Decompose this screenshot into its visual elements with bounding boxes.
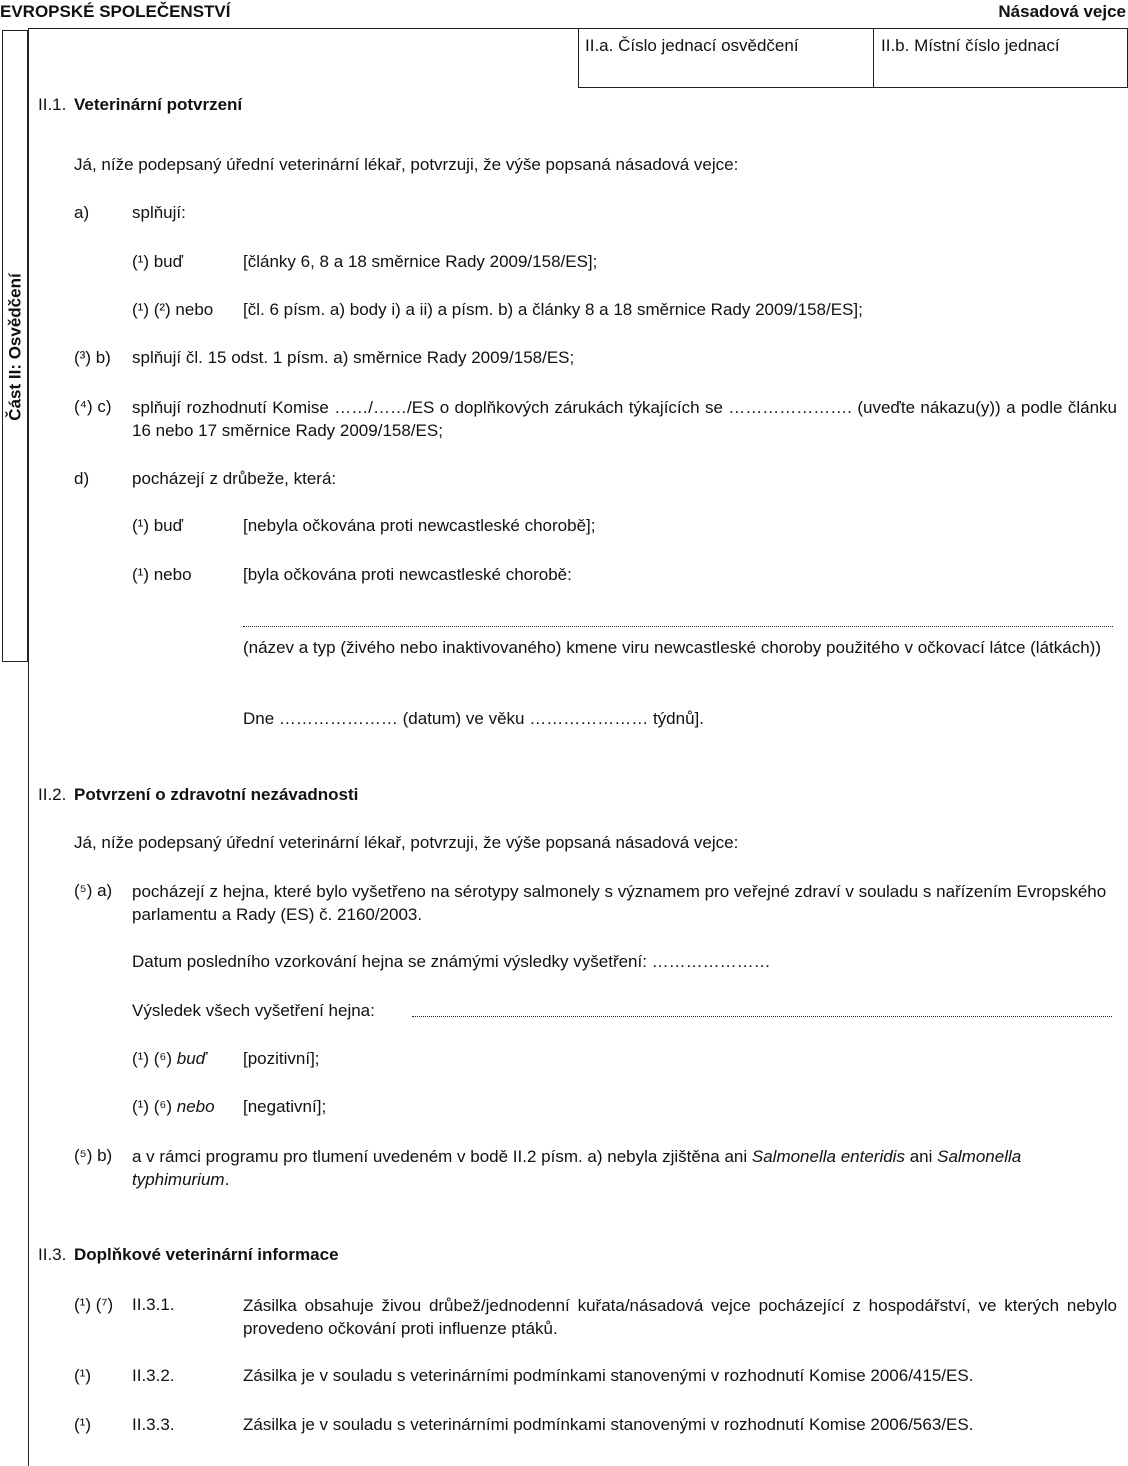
ref-box-bottom [578, 87, 1128, 88]
item-d-label: d) [74, 469, 90, 488]
ref-a-label: II.a. Číslo jednací osvědčení [585, 36, 799, 55]
vaccination-date-line: Dne ………………… (datum) ve věku ………………… týdnů]. [243, 709, 704, 728]
s3-item-3-label: (¹) [74, 1415, 91, 1434]
ref-box-divider [873, 28, 874, 88]
side-label: Část II: Osvědčení [6, 273, 26, 421]
item-c-text: splňují rozhodnutí Komise ……/……/ES o doplňkových zárukách týkajících se …………………. (uveďte nákazu(y)) a podle článku 16 nebo 17 směrnice Rady 2009/158/ES; [132, 398, 1117, 440]
s2-item-b-text: a v rámci programu pro tlumení uvedeném v bodě II.2 písm. a) nebyla zjištěna ani Salmonella enteridis ani Salmonella typhimurium. [132, 1147, 1022, 1189]
result-positive-text: [pozitivní]; [243, 1049, 320, 1068]
section-1-intro: Já, níže podepsaný úřední veterinární lékař, potvrzuji, že výše popsaná násadová vejce: [74, 155, 739, 174]
item-a-text: splňují: [132, 203, 186, 222]
item-d2-text: [byla očkována proti newcastleské chorobě: [243, 565, 572, 584]
vaccine-strain-note: (název a typ (živého nebo inaktivovaného) kmene viru newcastleské choroby použitého v očkovací látce (látkách)) [243, 638, 1101, 657]
section-1-number: II.1. [38, 95, 67, 114]
section-3-title: Doplňkové veterinární informace [74, 1245, 339, 1264]
item-d2-label: (¹) nebo [132, 565, 192, 584]
s3-item-2-text: Zásilka je v souladu s veterinárními podmínkami stanovenými v rozhodnutí Komise 2006/415/ES. [243, 1366, 974, 1385]
s3-item-3-text: Zásilka je v souladu s veterinárními podmínkami stanovenými v rozhodnutí Komise 2006/563/ES. [243, 1415, 974, 1434]
section-2-intro: Já, níže podepsaný úřední veterinární lékař, potvrzuji, že výše popsaná násadová vejce: [74, 833, 739, 852]
item-b-text: splňují čl. 15 odst. 1 písm. a) směrnice Rady 2009/158/ES; [132, 348, 575, 367]
s2-item-a-label: (⁵) a) [74, 881, 113, 900]
item-a2-text: [čl. 6 písm. a) body i) a ii) a písm. b) a články 8 a 18 směrnice Rady 2009/158/ES]; [243, 300, 863, 319]
item-d1-label: (¹) buď [132, 516, 184, 535]
ref-box-left [578, 28, 579, 88]
s3-item-3-number: II.3.3. [132, 1415, 175, 1434]
result-negative-label: (¹) (⁶) nebo [132, 1097, 215, 1116]
section-3-number: II.3. [38, 1245, 67, 1264]
side-panel [2, 30, 28, 662]
section-2-number: II.2. [38, 785, 67, 804]
item-a1-label: (¹) buď [132, 252, 184, 271]
result-label: Výsledek všech vyšetření hejna: [132, 1001, 375, 1020]
s3-item-1-text: Zásilka obsahuje živou drůbež/jednodenní kuřata/násadová vejce pocházející z hospodářství, ve kterých nebylo provedeno očkování proti influenze ptáků. [243, 1296, 1117, 1338]
item-d1-text: [nebyla očkována proti newcastleské chorobě]; [243, 516, 596, 535]
item-a-label: a) [74, 203, 90, 222]
s3-item-2-label: (¹) [74, 1366, 91, 1385]
s3-item-1-label: (¹) (⁷) [74, 1295, 114, 1314]
sampling-date-line: Datum posledního vzorkování hejna se známými výsledky vyšetření: ………………… [132, 952, 771, 971]
item-a2-label: (¹) (²) nebo [132, 300, 214, 319]
vaccine-strain-fill-line [243, 616, 1113, 627]
certificate-type: Násadová vejce [998, 2, 1126, 21]
document-title: EVROPSKÉ SPOLEČENSTVÍ [0, 2, 231, 21]
item-c-label: (⁴) c) [74, 397, 112, 416]
result-negative-text: [negativní]; [243, 1097, 327, 1116]
item-b-label: (³) b) [74, 348, 111, 367]
section-2-title: Potvrzení o zdravotní nezávadnosti [74, 785, 359, 804]
s3-item-2-number: II.3.2. [132, 1366, 175, 1385]
item-d-text: pocházejí z drůbeže, která: [132, 469, 337, 488]
section-1-title: Veterinární potvrzení [74, 95, 243, 114]
s2-item-a-text: pocházejí z hejna, které bylo vyšetřeno na sérotypy salmonely s významem pro veřejné zdraví v souladu s nařízením Evropského parlamentu a Rady (ES) č. 2160/2003. [132, 882, 1107, 924]
result-fill-line [412, 1016, 1112, 1017]
result-positive-label: (¹) (⁶) buď [132, 1049, 207, 1068]
item-a1-text: [články 6, 8 a 18 směrnice Rady 2009/158/ES]; [243, 252, 598, 271]
ref-b-label: II.b. Místní číslo jednací [881, 36, 1060, 55]
s2-item-b-label: (⁵) b) [74, 1146, 113, 1165]
s3-item-1-number: II.3.1. [132, 1295, 175, 1314]
